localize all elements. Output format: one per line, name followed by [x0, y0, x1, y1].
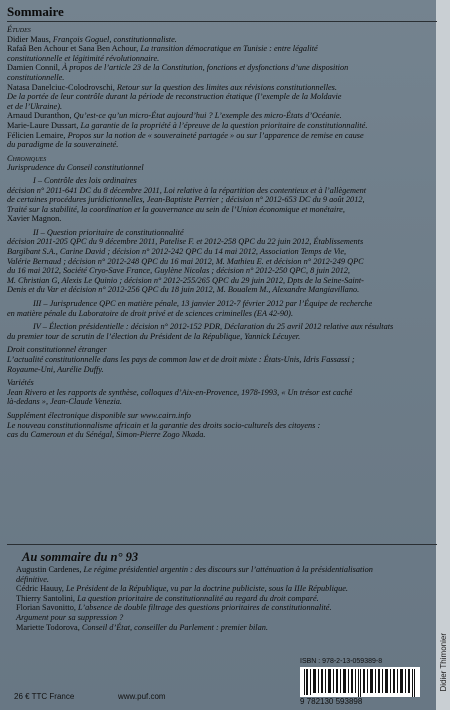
section-heading: III – Jurisprudence QPC en matière pénale, 13 janvier 2012-7 février 2012 par l’Équipe de recherche [33, 299, 373, 309]
isbn-text: ISBN : 978-2-13-059389-8 [300, 658, 383, 665]
droit-etranger-heading: Droit constitutionnel étranger [7, 345, 107, 355]
etude-item-cont: du paradigme de la souveraineté. [7, 140, 119, 150]
barcode-number: 9 782130 593898 [300, 697, 363, 706]
etude-item-cont: constitutionnelle et légitimité révolutionnaire. [7, 53, 160, 63]
next-issue-item-cont: Argument pour sa suppression ? [16, 612, 124, 622]
price: 26 € TTC France [14, 692, 75, 701]
table-of-contents [7, 25, 437, 440]
barcode [300, 667, 420, 697]
chroniques-heading: Chroniques [7, 153, 47, 163]
next-issue-item: Cédric Hauuy, Le Président de la République, vu par la doctrine publiciste, sous la IIIe République. [16, 584, 348, 594]
section-heading: IV – Élection présidentielle : décision n° 2012-152 PDR, Déclaration du 25 avril 2012 relative aux résultats [33, 322, 394, 332]
section-heading: I – Contrôle des lois ordinaires [33, 175, 137, 185]
section-line: de certaines procédures juridictionnelles, Jean-Baptiste Perrier ; décision n° 2012-653 DC du 9 août 2012, [7, 195, 365, 205]
section-line: là-dedans », Jean-Claude Venezia. [7, 397, 122, 407]
section-line: Traité sur la stabilité, la coordination et la gouvernance au sein de l’Union économique et monétaire, [7, 204, 345, 214]
etude-item-cont: constitutionnelle. [7, 72, 65, 82]
page-title: Sommaire [7, 4, 64, 19]
divider [7, 544, 437, 545]
section-line: Valérie Bernaud ; décision n° 2012-248 QPC du 16 mai 2012, M. Mathieu E. et décision n° 2012-249 QPC [7, 256, 364, 266]
cover-spine-edge [436, 0, 450, 710]
section-line: décision 2011-205 QPC du 9 décembre 2011, Patelise F. et 2012-258 QPC du 22 juin 2012, Établissements [7, 237, 364, 247]
section-line: Jean Rivero et les rapports de synthèse, colloques d’Aix-en-Provence, 1978-1993, « Un trésor est caché [7, 387, 353, 397]
etude-item: Félicien Lemaire, Propos sur la notion de « souveraineté partagée » ou sur l’apparence de remise en cause [7, 130, 364, 140]
next-issue-heading: Au sommaire du n° 93 [22, 550, 139, 564]
next-issue-item: Augustin Cardenes, Le régime présidentiel argentin : des discours sur l’atténuation à la présidentialisation [16, 565, 373, 574]
section-line: Denis et du Var et décision n° 2012-256 QPC du 18 juin 2012, M. Boualem M., Alexandre Mangiavillano. [7, 285, 360, 295]
next-issue-item: Florian Savonitto, L’absence de double filtrage des questions prioritaires de constitutionnalité. [16, 603, 332, 613]
etudes-heading: Études [7, 25, 31, 34]
title-rule [7, 21, 437, 22]
section-line: M. Christian G, Alexis Le Quinio ; décision n° 2012-255/265 QPC du 29 juin 2012, Dpts de la Seine-Saint- [7, 275, 364, 285]
varietes-heading: Variétés [7, 378, 34, 388]
etude-item-cont: et de l’Ukraine). [7, 101, 63, 111]
section-line: décision n° 2011-641 DC du 8 décembre 2011, Loi relative à la répartition des contentieux et à l’allègement [7, 185, 367, 195]
jurisprudence-heading: Jurisprudence du Conseil constitutionnel [7, 163, 144, 173]
section-line: cas du Cameroun et du Sénégal, Simon-Pierre Zogo Nkada. [7, 430, 206, 440]
publisher-credit: Didier Thimonier [439, 633, 448, 692]
section-line: Royaume-Uni, Aurélie Duffy. [7, 364, 104, 374]
etude-item: Damien Connil, À propos de l’article 23 de la Constitution, fonctions et dysfonctions d’une disposition [7, 63, 349, 73]
etude-item: Rafaâ Ben Achour et Sana Ben Achour, La transition démocratique en Tunisie : entre légalité [7, 44, 318, 54]
etude-item: Arnaud Duranthon, Qu’est-ce qu’un micro-État aujourd’hui ? L’exemple des micro-États d’Océanie. [7, 111, 342, 121]
barcode-icon [300, 667, 420, 697]
section-line: Le nouveau constitutionnalisme africain et la garantie des droits socio-culturels des citoyens : [7, 420, 321, 430]
next-issue-item: Thierry Santolini, La question prioritaire de constitutionnalité au regard du droit comparé. [16, 593, 319, 603]
section-line: du premier tour de scrutin de l’élection du Président de la République, Yannick Lécuyer. [7, 331, 301, 341]
next-issue-item: Mariette Todorova, Conseil d’État, conseiller du Parlement : premier bilan. [16, 622, 268, 632]
supplement-heading: Supplément électronique disponible sur www.cairn.info [7, 410, 191, 420]
section-line: en matière pénale du Laboratoire de droit privé et de sciences criminelles (EA 42-90). [7, 308, 294, 318]
section-line: Bargibant S.A., Carine David ; décision n° 2012-242 QPC du 14 mai 2012, Association Temps de Vie, [7, 247, 347, 257]
etude-item: Natasa Danelciuc-Colodrovschi, Retour sur la question des limites aux révisions constitutionnelles. [7, 82, 337, 92]
publisher-website: www.puf.com [118, 692, 166, 701]
etude-item: Didier Maus, François Goguel, constitutionnaliste. [7, 34, 177, 44]
etude-item-cont: De la portée de leur contrôle durant la période de reconstruction étatique (l’exemple de la Moldavie [7, 92, 342, 102]
etude-item: Marie-Laure Dussart, La garantie de la propriété à l’épreuve de la question prioritaire de constitutionnalité. [7, 120, 368, 130]
section-line: du 16 mai 2012, Société Cryo-Save France, Guylène Nicolas ; décision n° 2012-250 QPC, 8 juin 2012, [7, 266, 350, 276]
next-issue-contents [16, 565, 436, 632]
next-issue-item-cont: définitive. [16, 574, 49, 584]
section-line: L’actualité constitutionnelle dans les pays de common law et de droit mixte : États-Unis, Idris Fassassi ; [7, 355, 355, 364]
section-line: Xavier Magnon. [7, 214, 62, 224]
section-heading: II – Question prioritaire de constitutionnalité [33, 227, 184, 237]
